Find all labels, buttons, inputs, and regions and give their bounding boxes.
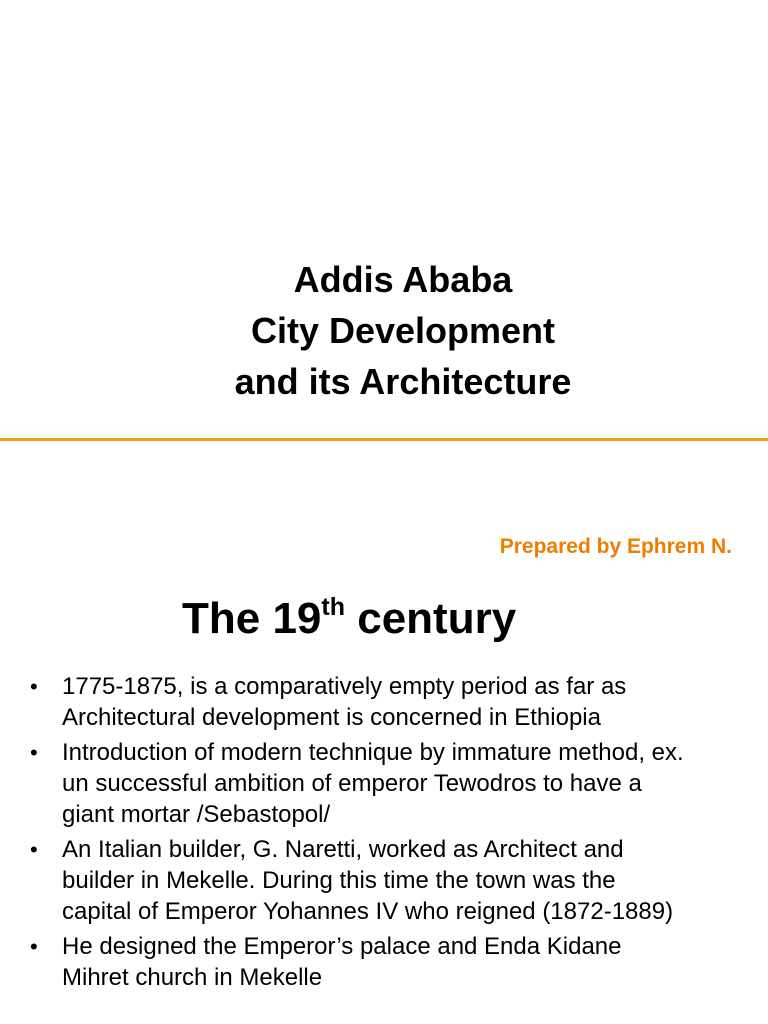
- heading-text-suffix: century: [345, 594, 517, 643]
- bullet-line: builder in Mekelle. During this time the town was the: [62, 867, 616, 894]
- bullet-line: un successful ambition of emperor Tewodros to have a: [62, 770, 642, 797]
- bullet-line: An Italian builder, G. Naretti, worked as Architect and: [62, 836, 624, 863]
- bullet-item: [0, 834, 768, 927]
- section-heading: [182, 589, 516, 649]
- bullet-item: [0, 737, 768, 830]
- bullet-line: Introduction of modern technique by immature method, ex.: [62, 739, 684, 766]
- bullet-line: capital of Emperor Yohannes IV who reigned (1872-1889): [62, 898, 674, 925]
- title-line-2: City Development: [250, 310, 556, 351]
- bullet-line: He designed the Emperor’s palace and Enda Kidane: [62, 933, 622, 960]
- heading-text: The 19: [182, 594, 322, 643]
- author-credit: Prepared by Ephrem N.: [499, 535, 732, 558]
- bullet-list: [0, 671, 768, 997]
- title-line-3: and its Architecture: [234, 361, 572, 402]
- bullet-dot-icon: •: [30, 740, 38, 765]
- title-line-1: Addis Ababa: [293, 259, 513, 300]
- bullet-line: giant mortar /Sebastopol/: [62, 801, 331, 828]
- bullet-line: 1775-1875, is a comparatively empty period as far as: [62, 673, 627, 700]
- bullet-dot-icon: •: [30, 934, 38, 959]
- bullet-dot-icon: •: [30, 837, 38, 862]
- bullet-item: [0, 671, 768, 733]
- orange-divider: [0, 438, 768, 441]
- heading-superscript: th: [321, 593, 345, 621]
- bullet-item: [0, 931, 768, 993]
- bullet-line: Architectural development is concerned in Ethiopia: [62, 704, 601, 731]
- bullet-dot-icon: •: [30, 674, 38, 699]
- presentation-title: [0, 254, 768, 407]
- bullet-line: Mihret church in Mekelle: [62, 964, 323, 991]
